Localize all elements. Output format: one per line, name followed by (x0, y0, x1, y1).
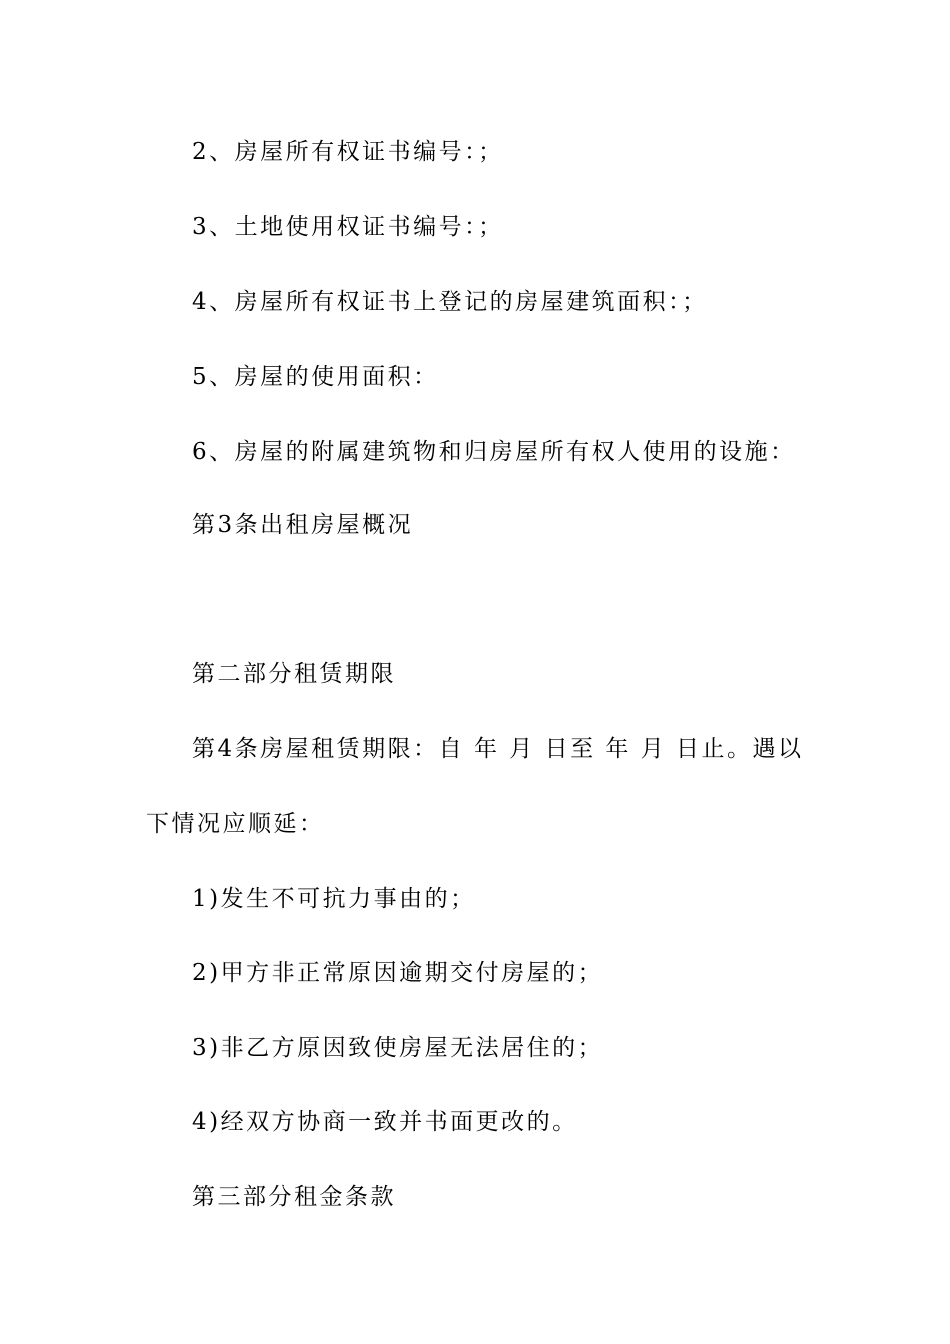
item-certificate-number: 2、房屋所有权证书编号：； (192, 139, 504, 165)
item-ancillary-facilities: 6、房屋的附属建筑物和归房屋所有权人使用的设施： (192, 439, 796, 465)
part-2-heading: 第二部分租赁期限 (192, 661, 396, 687)
item-land-use-certificate-number: 3、土地使用权证书编号：； (192, 214, 504, 240)
item-registered-floor-area: 4、房屋所有权证书上登记的房屋建筑面积：； (192, 289, 708, 315)
item-usable-area: 5、房屋的使用面积： (192, 364, 439, 390)
extension-condition-2: 2)甲方非正常原因逾期交付房屋的； (192, 960, 604, 986)
article-3-heading: 第3条出租房屋概况 (192, 512, 414, 538)
extension-condition-4: 4)经双方协商一致并书面更改的。 (192, 1109, 578, 1135)
article-4-text: 第4条房屋租赁期限：自 年 月 日至 年 月 日止。遇以 (192, 736, 804, 762)
extension-condition-3: 3)非乙方原因致使房屋无法居住的； (192, 1035, 604, 1061)
article-4-text-continued: 下情况应顺延： (146, 811, 325, 837)
extension-condition-1: 1)发生不可抗力事由的； (192, 886, 476, 912)
part-3-heading: 第三部分租金条款 (192, 1184, 396, 1210)
